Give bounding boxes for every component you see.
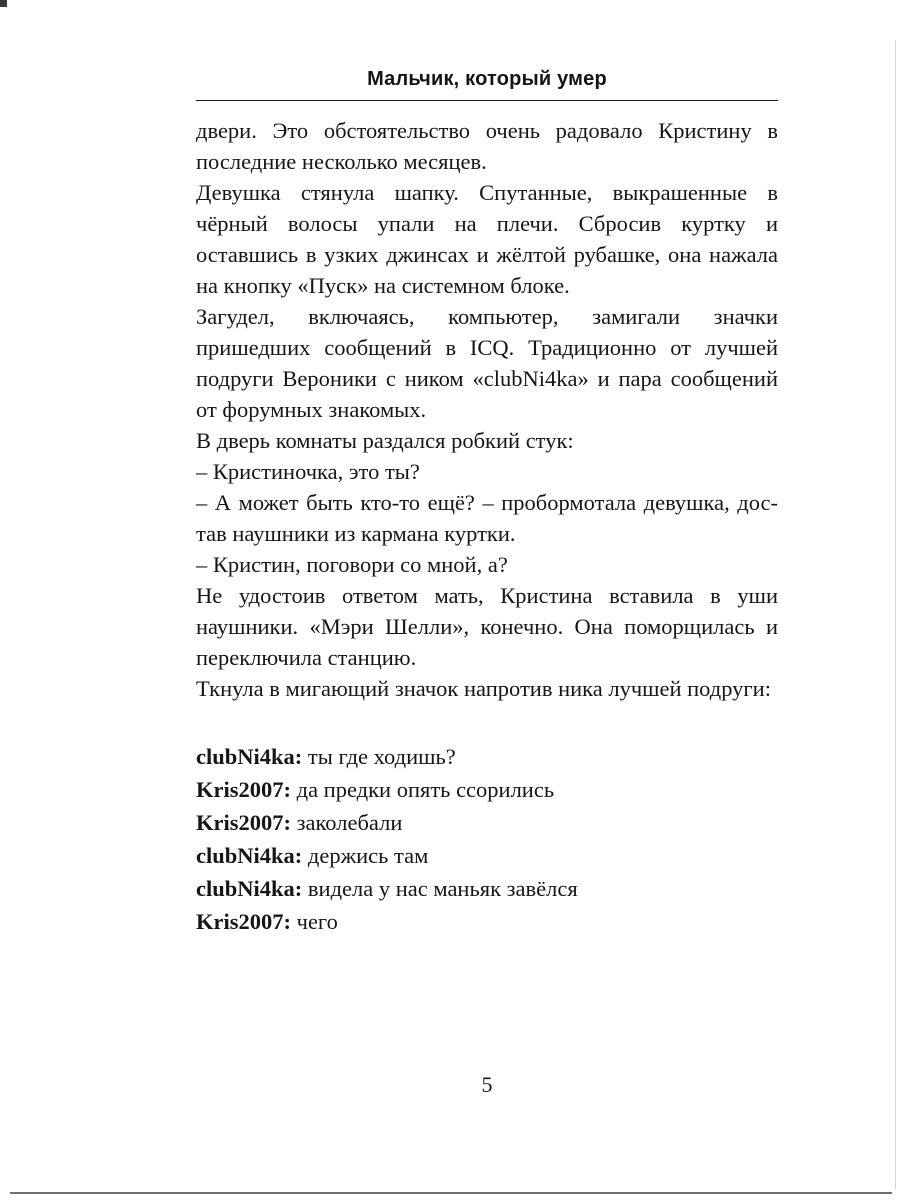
chat-message: заколебали [296, 810, 403, 835]
scan-artifact-right-edge [895, 40, 896, 1190]
chat-line [196, 773, 778, 806]
paragraph: Девушка стянула шапку. Спутанные, выкрашенные в чёрный волосы упали на плечи. Сбросив куртку и оставшись в узких джинсах и жёлтой рубашке, она нажала на кнопку «Пуск» на системном блоке. [196, 180, 778, 298]
chat-line [196, 872, 778, 905]
chat-line [196, 905, 778, 938]
chat-transcript [196, 740, 778, 938]
scan-artifact-bottom-line [10, 1192, 892, 1194]
page-content [196, 68, 778, 938]
chat-username: clubNi4ka: [196, 876, 303, 901]
paragraph: – Кристин, поговори со мной, а? [196, 552, 508, 577]
chat-username: Kris2007: [196, 810, 291, 835]
running-header-title: Мальчик, который умер [196, 68, 778, 101]
paragraph: – А может быть кто-то ещё? – пробормотала девушка, дос-тав наушники из кармана куртки. [196, 490, 778, 546]
paragraph: Не удостоив ответом мать, Кристина вставила в уши наушники. «Мэри Шелли», конечно. Она поморщилась и переключила станцию. [196, 583, 778, 670]
page-number: 5 [481, 1072, 493, 1097]
chat-message: ты где ходишь? [307, 744, 456, 769]
chat-username: Kris2007: [196, 909, 291, 934]
chat-message: чего [296, 909, 338, 934]
chat-message: видела у нас маньяк завёлся [307, 876, 578, 901]
paragraph: Загудел, включаясь, компьютер, замигали значки пришедших сообщений в ICQ. Традиционно от лучшей подруги Вероники с ником «clubNi4ka» и пара сообщений от форумных знакомых. [196, 304, 778, 422]
chat-username: clubNi4ka: [196, 843, 303, 868]
chat-username: Kris2007: [196, 777, 291, 802]
chat-line [196, 806, 778, 839]
paragraph: В дверь комнаты раздался робкий стук: [196, 428, 574, 453]
chat-message: да предки опять ссорились [296, 777, 555, 802]
body-text [196, 115, 778, 704]
paragraph: двери. Это обстоятельство очень радовало Кристину в последние несколько месяцев. [196, 118, 778, 174]
scan-artifact-corner [0, 0, 7, 7]
chat-message: держись там [307, 843, 429, 868]
chat-line [196, 740, 778, 773]
paragraph: – Кристиночка, это ты? [196, 459, 420, 484]
chat-line [196, 839, 778, 872]
paragraph: Ткнула в мигающий значок напротив ника лучшей подруги: [196, 676, 771, 701]
chat-username: clubNi4ka: [196, 744, 303, 769]
